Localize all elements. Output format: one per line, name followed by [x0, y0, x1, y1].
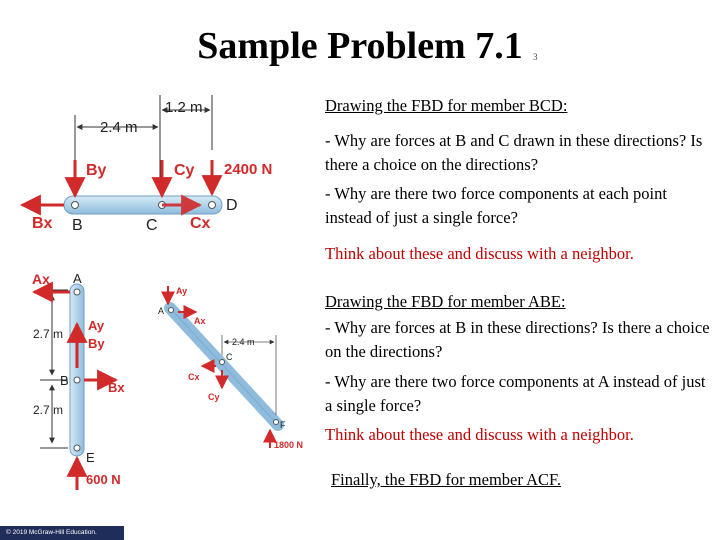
- abe-question-1: - Why are forces at B in these directions? Is there a choice on the directions?: [325, 318, 710, 361]
- label-abe-bx: Bx: [108, 380, 125, 395]
- label-acf-a: A: [158, 306, 165, 316]
- bcd-question-1: - Why are forces at B and C drawn in these directions? Is there a choice on the directions?: [325, 131, 703, 174]
- label-abe-a: A: [73, 271, 82, 286]
- dim-abe-1: 2.7 m: [33, 327, 64, 341]
- label-c: C: [146, 217, 158, 234]
- dim-1-2m: 1.2 m: [165, 99, 203, 116]
- bcd-question-2: - Why are there two force components at each point instead of just a single force?: [325, 184, 667, 227]
- bcd-heading: Drawing the FBD for member BCD:: [325, 96, 568, 115]
- label-by: By: [86, 162, 107, 179]
- label-d: D: [226, 197, 238, 214]
- label-abe-b: B: [60, 373, 69, 388]
- label-acf-ax: Ax: [194, 316, 206, 326]
- label-abe-ax: Ax: [32, 271, 50, 287]
- label-acf-dim: 2.4 m: [232, 337, 255, 347]
- label-cy: Cy: [174, 162, 195, 179]
- label-load-2400: 2400 N: [224, 161, 273, 178]
- label-abe-ay: Ay: [88, 318, 105, 333]
- label-b: B: [72, 217, 83, 234]
- label-abe-e: E: [86, 450, 95, 465]
- label-acf-ay: Ay: [176, 286, 188, 296]
- dim-2-4m: 2.4 m: [100, 119, 138, 136]
- label-bx: Bx: [32, 215, 53, 232]
- page-title: Sample Problem 7.1: [197, 25, 523, 67]
- dim-abe-2: 2.7 m: [33, 403, 64, 417]
- label-acf-cy: Cy: [208, 392, 220, 402]
- label-abe-by: By: [88, 336, 105, 351]
- bcd-prompt: Think about these and discuss with a neighbor.: [325, 244, 634, 263]
- abe-question-2: - Why are there two force components at A instead of just a single force?: [325, 372, 706, 415]
- member-abe: [70, 284, 84, 456]
- diagram-acf: [158, 286, 303, 450]
- label-acf-f: F: [280, 420, 286, 430]
- label-cx: Cx: [190, 215, 211, 232]
- diagram-abe: [32, 271, 125, 490]
- slide-number: 3: [533, 52, 538, 62]
- label-acf-cx: Cx: [188, 372, 200, 382]
- copyright-footer: © 2019 McGraw-Hill Education.: [0, 526, 124, 540]
- abe-heading: Drawing the FBD for member ABE:: [325, 292, 566, 311]
- acf-heading: Finally, the FBD for member ACF.: [331, 470, 561, 489]
- diagram-bcd: [22, 95, 272, 234]
- label-abe-load: 600 N: [86, 472, 121, 487]
- label-acf-load: 1800 N: [274, 440, 304, 450]
- abe-prompt: Think about these and discuss with a neighbor.: [325, 425, 634, 444]
- label-acf-c: C: [226, 352, 233, 362]
